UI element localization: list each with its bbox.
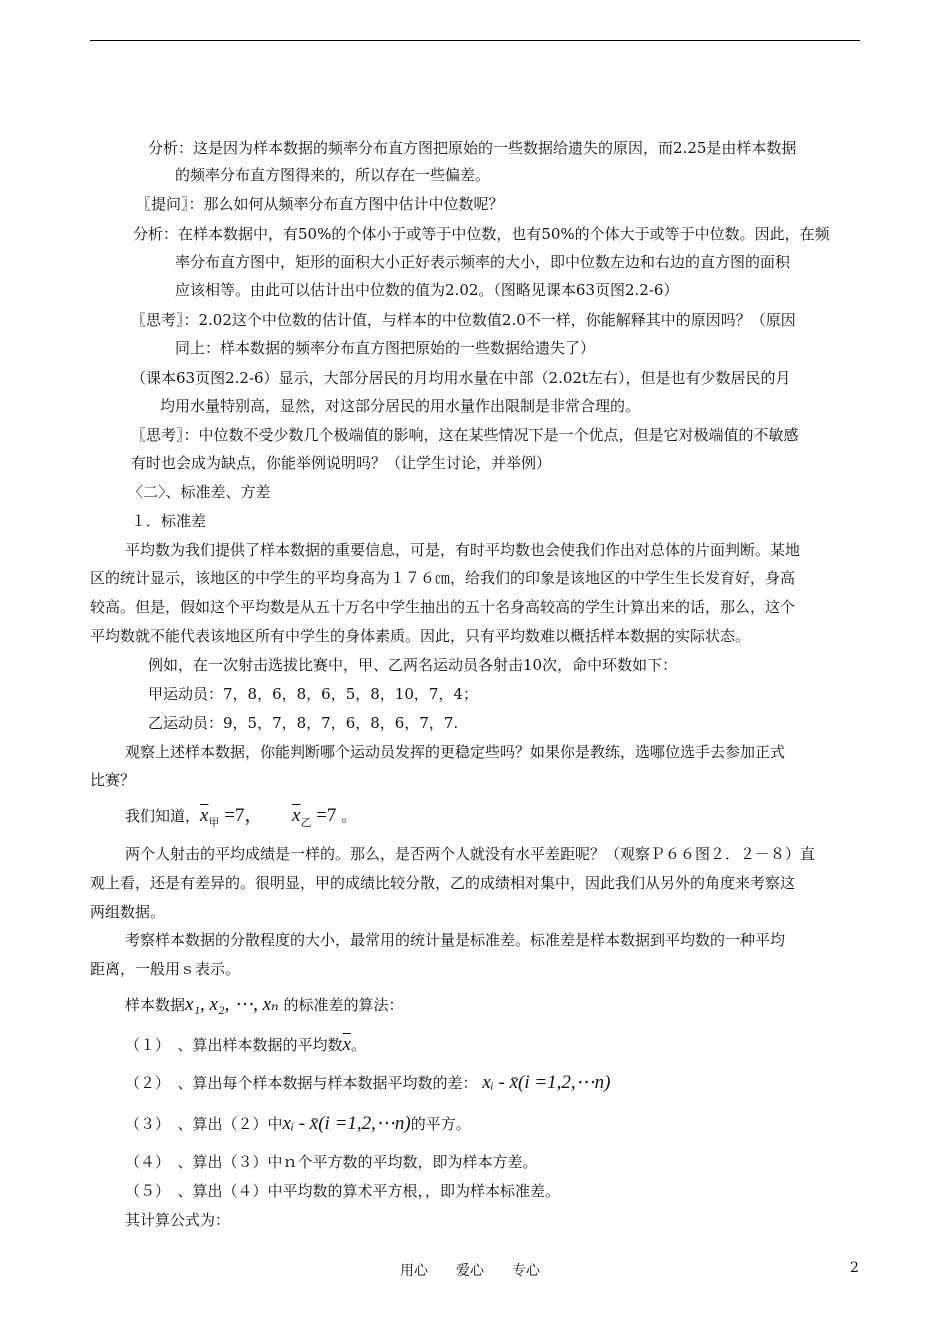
- text-line: （课本63页图2.2-6）显示，大部分居民的月均用水量在中部（2.02t左右），但是也有少数居民的月: [131, 369, 791, 387]
- text-line: 乙运动员：9，5，7，8，7，6，8，6，7，7.: [148, 714, 459, 732]
- text-line: 〖思考〗：中位数不受少数几个极端值的影响，这在某些情况下是一个优点，但是它对极端值的不敏感: [131, 426, 799, 444]
- section-heading: 〈二〉、标准差、方差: [128, 483, 271, 501]
- sample-suffix: 的标准差的算法：: [283, 996, 404, 1014]
- subsection-heading: １．标准差: [131, 512, 207, 530]
- xbar-symbol: $\overline{x}$: [292, 805, 301, 826]
- period: 。: [341, 807, 357, 825]
- text-line: 比赛？: [90, 771, 136, 789]
- subscript-jia: 甲: [208, 816, 220, 829]
- text-line: 率分布直方图中，矩形的面积大小正好表示频率的大小，即中位数左边和右边的直方图的面积: [175, 253, 791, 271]
- footer-motto: 用心 爱心 专心: [400, 1263, 540, 1279]
- text-line: 较高。但是，假如这个平均数是从五十万名中学生抽出的五十名身高较高的学生计算出来的话，那么，这个: [90, 598, 796, 616]
- text-line: 应该相等。由此可以估计出中位数的值为2.02。（图略见课本63页图2.2-6）: [175, 281, 679, 299]
- text-line: 例如，在一次射击选拔比赛中，甲、乙两名运动员各射击10次，命中环数如下：: [148, 656, 678, 674]
- text-line: 均用水量特别高，显然，对这部分居民的用水量作出限制是非常合理的。: [160, 397, 641, 415]
- header-rule: [90, 40, 860, 41]
- text-line: 有时也会成为缺点，你能举例说明吗？（让学生讨论，并举例）: [131, 454, 552, 472]
- text-line: 区的统计显示，该地区的中学生的平均身高为１７６㎝，给我们的印象是该地区的中学生生长发育好，身高: [90, 569, 796, 587]
- step-1: （１） 、算出样本数据的平均数$\overline{x}$。: [125, 1034, 366, 1055]
- text-line: 分析：在样本数据中，有50%的个体小于或等于中位数，也有50%的个体大于或等于中位数。因此，在频: [133, 225, 830, 243]
- difference-formula: xᵢ - x̄(i =1,2,⋯n): [282, 1113, 411, 1134]
- equation-a: =7，: [219, 805, 264, 826]
- difference-formula: xᵢ - x̄(i =1,2,⋯n): [482, 1072, 611, 1093]
- mean-intro: 我们知道，: [125, 807, 201, 825]
- mean-statement: [125, 806, 356, 828]
- xbar-symbol: $\overline{x}$: [342, 1034, 351, 1055]
- step-5: （５） 、算出（４）中平均数的算术平方根，，即为样本标准差。: [125, 1182, 561, 1200]
- page-number: 2: [850, 1260, 859, 1276]
- text-line: 观上看，还是有差异的。很明显，甲的成绩比较分散，乙的成绩相对集中，因此我们从另外的角度来考察这: [90, 874, 796, 892]
- equation-b: =7: [311, 805, 337, 826]
- text-line: 两个人射击的平均成绩是一样的。那么，是否两个人就没有水平差距呢？（观察Ｐ６６图２．２－８）直: [125, 845, 816, 863]
- text-line: 观察上述样本数据，你能判断哪个运动员发挥的更稳定些吗？如果你是教练，选哪位选手去参加正式: [125, 743, 786, 761]
- subscript-yi: 乙: [300, 816, 312, 829]
- text-line: 两组数据。: [90, 903, 166, 921]
- xbar-symbol: $\overline{x}$: [200, 805, 209, 826]
- text-line: 同上：样本数据的频率分布直方图把原始的一些数据给遗失了）: [175, 339, 596, 357]
- text-line: 〖提问〗：那么如何从频率分布直方图中估计中位数呢？: [136, 195, 504, 213]
- text-line: 距离，一般用ｓ表示。: [90, 960, 241, 978]
- text-line: 分析：这是因为样本数据的频率分布直方图把原始的一些数据给遗失的原因，而2.25是由样本数据: [148, 139, 797, 157]
- text-line: 平均数就不能代表该地区所有中学生的身体素质。因此，只有平均数难以概括样本数据的实际状态。: [90, 627, 751, 645]
- sample-intro: 样本数据: [125, 996, 186, 1014]
- text-line: 甲运动员：7，8，6，8，6，5，8，10，7，4；: [148, 685, 478, 703]
- text-line: 平均数为我们提供了样本数据的重要信息，可是，有时平均数也会使我们作出对总体的片面判断。某地: [125, 541, 801, 559]
- sample-sequence: x₁, x₂, ⋯, xₙ: [185, 994, 279, 1015]
- step-3: （３） 、算出（２）中xᵢ - x̄(i =1,2,⋯n)的平方。: [125, 1113, 471, 1134]
- sample-statement: [125, 995, 404, 1015]
- step-4: （４） 、算出（３）中ｎ个平方数的平均数，即为样本方差。: [125, 1153, 538, 1171]
- text-line: 〖思考〗：2.02这个中位数的估计值，与样本的中位数值2.0不一样，你能解释其中的原因吗？（原因: [131, 311, 796, 329]
- text-line: 的频率分布直方图得来的，所以存在一些偏差。: [175, 166, 491, 184]
- step-2: （２） 、算出每个样本数据与样本数据平均数的差： xᵢ - x̄(i =1,2,⋯n): [125, 1072, 611, 1093]
- text-line: 考察样本数据的分散程度的大小，最常用的统计量是标准差。标准差是样本数据到平均数的一种平均: [125, 931, 786, 949]
- text-line: 其计算公式为：: [125, 1211, 231, 1229]
